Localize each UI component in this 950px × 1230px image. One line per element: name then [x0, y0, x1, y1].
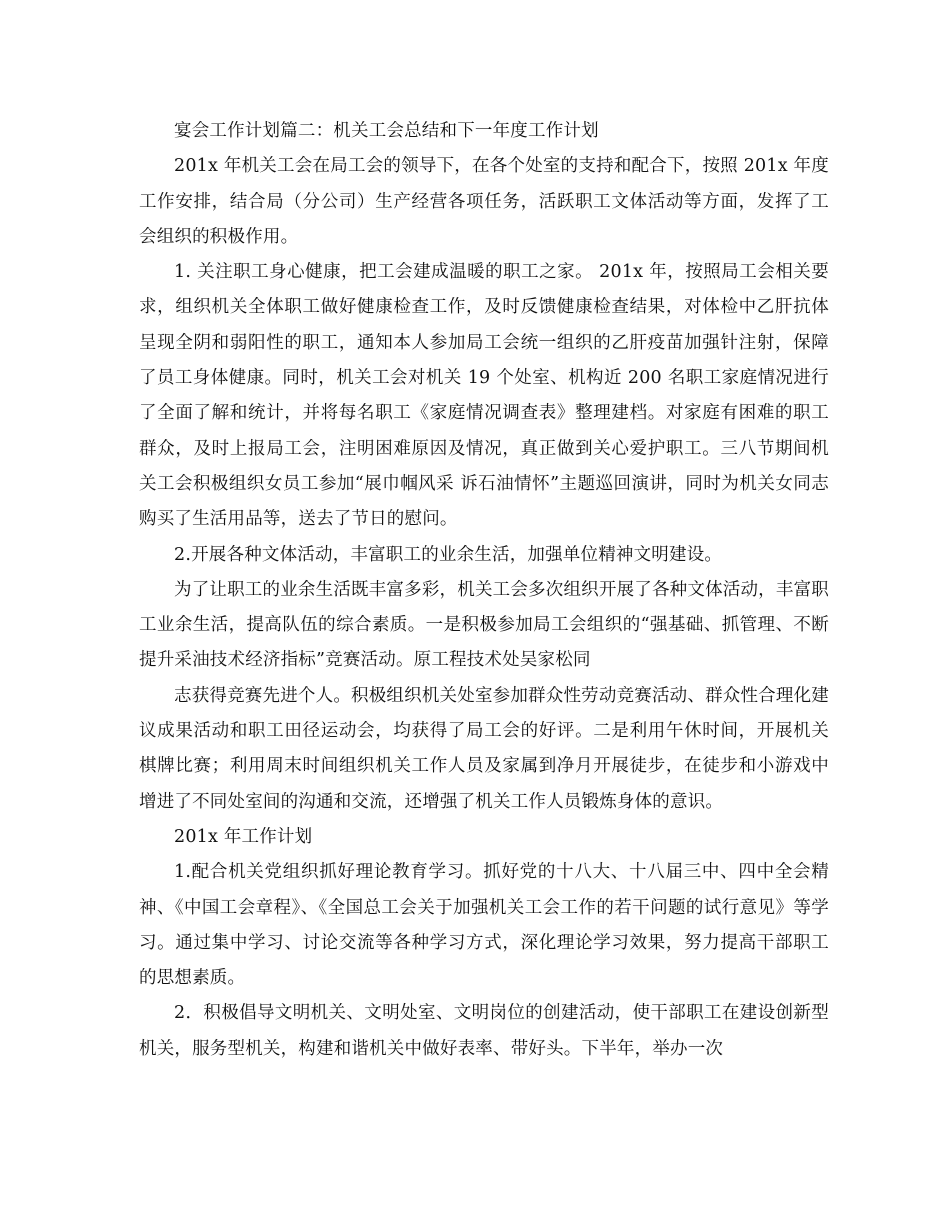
section-heading: 201x 年工作计划: [174, 826, 313, 847]
body-paragraph: 201x 年机关工会在局工会的领导下，在各个处室的支持和配合下，按照 201x 年度工作安排，结合局（分公司）生产经营各项任务，活跃职工文体活动等方面，发挥了工会组织的积极作用。: [139, 156, 829, 247]
body-paragraph: 1.配合机关党组织抓好理论教育学习。抓好党的十八大、十八届三中、四中全会精神、《中国工会章程》、《全国总工会关于加强机关工会工作的若干问题的试行意见》等学习。通过集中学习、讨论交流等各种学习方式，深化理论学习效果，努力提高干部职工的思想素质。: [139, 862, 829, 989]
body-paragraph: 1. 关注职工身心健康，把工会建成温暖的职工之家。 201x 年，按照局工会相关要求，组织机关全体职工做好健康检查工作，及时反馈健康检查结果，对体检中乙肝抗体呈现全阴和弱阳性的职工，通知本人参加局工会统一组织的乙肝疫苗加强针注射，保障了员工身体健康。同时，机关工会对机关 19 个处室、机构近 200 名职工家庭情况进行了全面了解和统计，并将每名职工《家庭情况调查表》整理建档。对家庭有困难的职工群众，及时上报局工会，注明困难原因及情况，真正做到关心爱护职工。三八节期间机关工会积极组织女员工参加“展巾帼风采 诉石油情怀”主题巡回演讲，同时为机关女同志购买了生活用品等，送去了节日的慰问。: [139, 262, 829, 530]
document-body: [139, 114, 829, 1067]
section-heading: 宴会工作计划篇二：机关工会总结和下一年度工作计划: [174, 121, 599, 141]
body-paragraph: 2.开展各种文体活动，丰富职工的业余生活，加强单位精神文明建设。: [174, 544, 723, 565]
body-paragraph: 志获得竞赛先进个人。积极组织机关处室参加群众性劳动竞赛活动、群众性合理化建议成果活动和职工田径运动会，均获得了局工会的好评。二是利用午休时间，开展机关棋牌比赛；利用周末时间组织机关工作人员及家属到净月开展徒步，在徒步和小游戏中增进了不同处室间的沟通和交流，还增强了机关工作人员锻炼身体的意识。: [139, 685, 829, 812]
body-paragraph: 为了让职工的业余生活既丰富多彩，机关工会多次组织开展了各种文体活动，丰富职工业余生活，提高队伍的综合素质。一是积极参加局工会组织的“强基础、抓管理、不断提升采油技术经济指标”竞赛活动。原工程技术处吴家松同: [139, 579, 829, 671]
body-paragraph: 2．积极倡导文明机关、文明处室、文明岗位的创建活动，使干部职工在建设创新型机关，服务型机关，构建和谐机关中做好表率、带好头。下半年，举办一次: [139, 1003, 829, 1059]
